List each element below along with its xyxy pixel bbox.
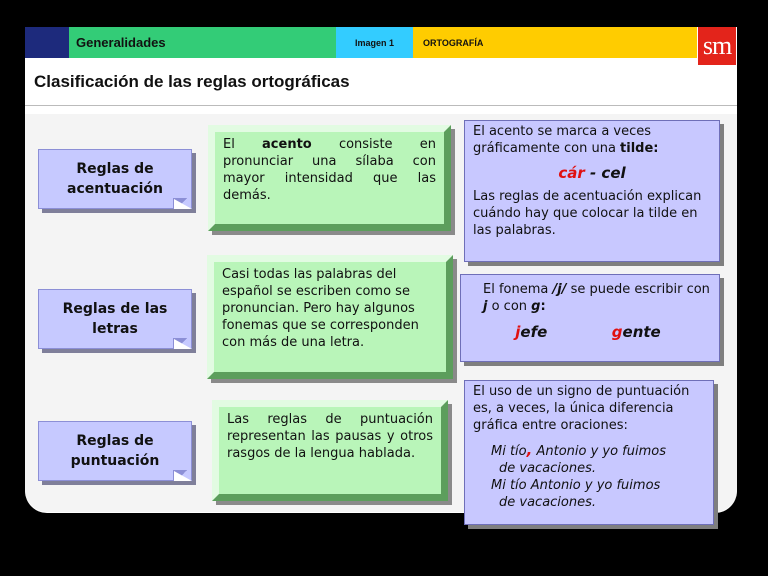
ex1-comma: , bbox=[526, 441, 533, 459]
ex1-c: de vacaciones. bbox=[499, 461, 597, 476]
info-example bbox=[473, 165, 711, 182]
definition-letras: Casi todas las palabras del español se escriben como se pronuncian. Pero hay algunos fonemas que se corresponden con más de una letra. bbox=[207, 255, 453, 379]
info-puntuacion bbox=[464, 380, 714, 525]
label-puntuacion bbox=[38, 421, 192, 481]
ex1-b: Antonio y yo fuimos bbox=[532, 444, 667, 459]
info-intro-bold: tilde: bbox=[620, 141, 659, 156]
def-text: El bbox=[223, 137, 263, 152]
logo-area bbox=[697, 27, 737, 58]
header-image-label: Imagen 1 bbox=[336, 27, 413, 58]
phoneme: /j/ bbox=[552, 282, 567, 297]
page-fold-icon bbox=[173, 338, 191, 348]
label-letras bbox=[38, 289, 192, 349]
info-intro-text: El acento se marca a veces gráficamente con una bbox=[473, 124, 652, 156]
info-letras-text bbox=[483, 281, 711, 315]
info-acentuacion bbox=[464, 120, 720, 262]
example-rest: - cel bbox=[584, 164, 626, 182]
example-stressed: cár bbox=[558, 164, 585, 182]
def-text-rest: consiste en pronunciar una sílaba con mayor intensidad que las demás. bbox=[223, 137, 436, 203]
word-jefe-initial: j bbox=[515, 323, 521, 341]
header-subject: ORTOGRAFÍA bbox=[413, 27, 697, 58]
page-fold-icon bbox=[173, 198, 191, 208]
word-gente bbox=[612, 324, 661, 341]
header-bar bbox=[25, 27, 737, 58]
header-section: Generalidades bbox=[69, 27, 336, 58]
label-puntuacion-text: Reglas de puntuación bbox=[70, 433, 160, 469]
info-text: El fonema bbox=[483, 282, 553, 297]
page-title: Clasificación de las reglas ortográficas bbox=[34, 72, 350, 91]
title-divider bbox=[25, 105, 737, 106]
label-acentuacion bbox=[38, 149, 192, 209]
word-gente-rest: ente bbox=[622, 323, 661, 341]
header-navy-block bbox=[25, 27, 69, 58]
ex2-a: Mi tío Antonio y yo fuimos bbox=[491, 478, 661, 493]
info-text: se puede escribir con bbox=[566, 282, 710, 297]
example-2 bbox=[473, 477, 705, 511]
example-1 bbox=[473, 442, 705, 477]
page-fold-icon bbox=[173, 470, 191, 480]
info-letras bbox=[460, 274, 720, 362]
label-letras-text: Reglas de las letras bbox=[62, 301, 168, 337]
info-intro bbox=[473, 123, 711, 157]
letter-j: j bbox=[483, 299, 488, 314]
info-text: o con bbox=[487, 299, 532, 314]
letter-g: g bbox=[531, 299, 541, 314]
word-jefe bbox=[515, 324, 547, 341]
ex1-a: Mi tío bbox=[491, 444, 527, 459]
word-gente-initial: g bbox=[611, 323, 623, 341]
info-words bbox=[483, 324, 711, 341]
sm-logo: sm bbox=[698, 27, 736, 65]
info-text: : bbox=[540, 299, 546, 314]
info-puntuacion-intro: El uso de un signo de puntuación es, a veces, la única diferencia gráfica entre oraciones: bbox=[473, 384, 690, 433]
ex2-b: de vacaciones. bbox=[499, 495, 597, 510]
info-outro: Las reglas de acentuación explican cuándo hay que colocar la tilde en las palabras. bbox=[473, 189, 702, 238]
definition-acentuacion bbox=[208, 125, 451, 231]
label-acentuacion-text: Reglas de acentuación bbox=[67, 161, 163, 197]
definition-puntuacion: Las reglas de puntuación representan las pausas y otros rasgos de la lengua hablada. bbox=[212, 400, 448, 501]
word-jefe-rest: efe bbox=[520, 323, 548, 341]
def-bold: acento bbox=[262, 137, 312, 152]
